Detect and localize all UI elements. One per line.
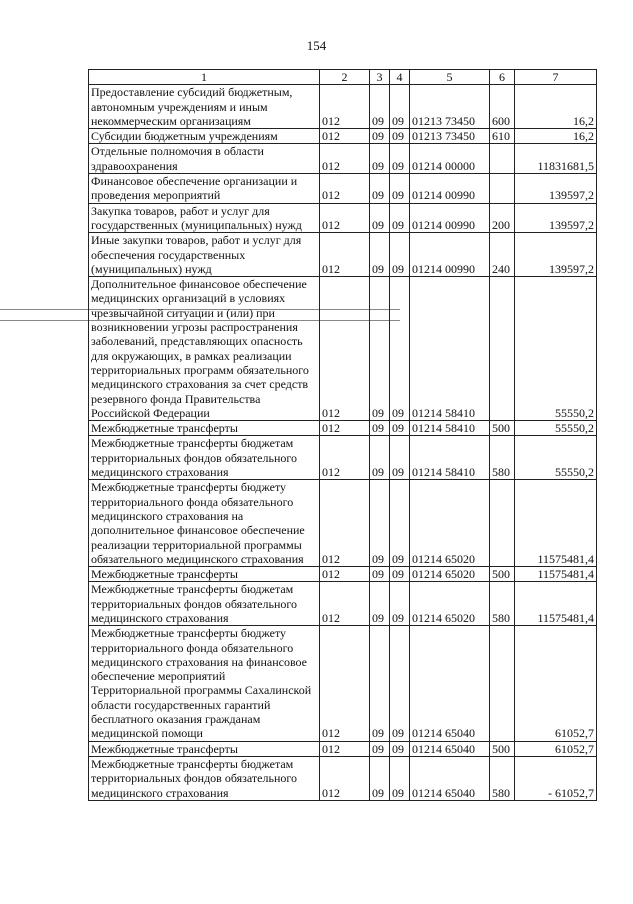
cell-c4: 09 [390,626,410,741]
header-cell: 6 [490,70,515,85]
table-row [89,421,597,436]
row-description: Предоставление субсидий бюджетным, автономным учреждениям и иным некоммерческим организациям [89,85,320,129]
header-cell: 4 [390,70,410,85]
cell-c7: 55550,2 [515,421,597,436]
cell-c6: 610 [490,129,515,144]
row-description: Межбюджетные трансферты бюджетам территориальных фондов обязательного медицинского страхования [89,582,320,626]
cell-c2: 012 [320,129,370,144]
cell-c2: 012 [320,203,370,233]
row-description: Отдельные полномочия в области здравоохранения [89,144,320,174]
table-row [89,85,597,129]
cell-c5: 01214 65040 [410,626,490,741]
table-row [89,626,597,741]
table-row [89,436,597,480]
cell-c6: 600 [490,85,515,129]
row-description: Межбюджетные трансферты бюджетам территориальных фондов обязательного медицинского страхования [89,436,320,480]
header-cell: 5 [410,70,490,85]
cell-c7: 139597,2 [515,233,597,277]
header-cell: 7 [515,70,597,85]
header-cell: 3 [370,70,390,85]
row-description: Межбюджетные трансферты [89,421,320,436]
cell-c3: 09 [370,421,390,436]
cell-c6: 580 [490,582,515,626]
cell-c2: 012 [320,756,370,800]
cell-c2: 012 [320,174,370,204]
cell-c3: 09 [370,174,390,204]
cell-c3: 09 [370,233,390,277]
cell-c7: 61052,7 [515,741,597,756]
cell-c5: 01214 65040 [410,741,490,756]
cell-c2: 012 [320,277,370,421]
table-row [89,567,597,582]
cell-c4: 09 [390,567,410,582]
cell-c6 [490,174,515,204]
cell-c2: 012 [320,144,370,174]
row-description: Межбюджетные трансферты бюджету территориального фонда обязательного медицинского страхования на финансовое обеспечение мероприятий Территориальной программы Сахалинской области государственных гарантий бесплатного оказания гражданам медицинской помощи [89,626,320,741]
header-row [89,70,597,85]
cell-c3: 09 [370,436,390,480]
cell-c7: 55550,2 [515,277,597,421]
cell-c2: 012 [320,480,370,567]
table-row [89,233,597,277]
row-description: Субсидии бюджетным учреждениям [89,129,320,144]
cell-c4: 09 [390,233,410,277]
cell-c2: 012 [320,233,370,277]
cell-c6 [490,144,515,174]
cell-c4: 09 [390,741,410,756]
cell-c5: 01214 00000 [410,144,490,174]
row-description: Финансовое обеспечение организации и проведения мероприятий [89,174,320,204]
row-description: Межбюджетные трансферты бюджетам территориальных фондов обязательного медицинского страхования [89,756,320,800]
cell-c6 [490,626,515,741]
cell-c7: 139597,2 [515,203,597,233]
cell-c3: 09 [370,626,390,741]
cell-c5: 01214 65020 [410,480,490,567]
row-description: Дополнительное финансовое обеспечение медицинских организаций в условиях чрезвычайной ситуации и (или) при возникновении угрозы распространения заболеваний, представляющих опасность для окружающих, в рамках реализации территориальных программ обязательного медицинского страхования за счет средств резервного фонда Правительства Российской Федерации [89,277,320,421]
table-row [89,756,597,800]
cell-c3: 09 [370,85,390,129]
table-row [89,174,597,204]
table-row [89,741,597,756]
cell-c7: 11575481,4 [515,480,597,567]
cell-c6: 500 [490,567,515,582]
cell-c6: 580 [490,756,515,800]
cell-c5: 01214 65020 [410,582,490,626]
cell-c6: 240 [490,233,515,277]
cell-c7: 11575481,4 [515,567,597,582]
cell-c2: 012 [320,567,370,582]
cell-c3: 09 [370,582,390,626]
cell-c5: 01214 00990 [410,174,490,204]
cell-c5: 01214 58410 [410,436,490,480]
cell-c3: 09 [370,567,390,582]
cell-c3: 09 [370,129,390,144]
cell-c3: 09 [370,277,390,421]
cell-c5: 01214 00990 [410,233,490,277]
row-description: Межбюджетные трансферты бюджету территориального фонда обязательного медицинского страхования на дополнительное финансовое обеспечение реализации территориальной программы обязательного медицинского страхования [89,480,320,567]
header-cell: 2 [320,70,370,85]
cell-c6: 500 [490,741,515,756]
cell-c5: 01213 73450 [410,129,490,144]
table-row [89,582,597,626]
cell-c3: 09 [370,756,390,800]
cell-c5: 01214 58410 [410,277,490,421]
cell-c7: 139597,2 [515,174,597,204]
cell-c7: - 61052,7 [515,756,597,800]
cell-c2: 012 [320,436,370,480]
cell-c6: 580 [490,436,515,480]
row-description: Межбюджетные трансферты [89,741,320,756]
cell-c4: 09 [390,582,410,626]
table-row [89,203,597,233]
cell-c7: 11575481,4 [515,582,597,626]
cell-c2: 012 [320,421,370,436]
cell-c7: 55550,2 [515,436,597,480]
cell-c4: 09 [390,421,410,436]
cell-c4: 09 [390,144,410,174]
cell-c5: 01213 73450 [410,85,490,129]
cell-c6 [490,277,515,421]
cell-c4: 09 [390,174,410,204]
cell-c4: 09 [390,129,410,144]
cell-c5: 01214 58410 [410,421,490,436]
cell-c3: 09 [370,741,390,756]
cell-c3: 09 [370,144,390,174]
cell-c6: 200 [490,203,515,233]
cell-c2: 012 [320,741,370,756]
table-row [89,129,597,144]
cell-c6: 500 [490,421,515,436]
cell-c5: 01214 00990 [410,203,490,233]
cell-c4: 09 [390,756,410,800]
cell-c7: 16,2 [515,129,597,144]
row-description: Межбюджетные трансферты [89,567,320,582]
table-row [89,144,597,174]
table-row [89,480,597,567]
cell-c4: 09 [390,436,410,480]
row-description: Иные закупки товаров, работ и услуг для обеспечения государственных (муниципальных) нужд [89,233,320,277]
cell-c4: 09 [390,277,410,421]
row-description: Закупка товаров, работ и услуг для государственных (муниципальных) нужд [89,203,320,233]
cell-c6 [490,480,515,567]
cell-c4: 09 [390,85,410,129]
cell-c5: 01214 65040 [410,756,490,800]
cell-c3: 09 [370,480,390,567]
header-cell: 1 [89,70,320,85]
cell-c3: 09 [370,203,390,233]
cell-c5: 01214 65020 [410,567,490,582]
page-number: 154 [306,38,327,53]
table-row [89,277,597,421]
cell-c2: 012 [320,85,370,129]
cell-c7: 11831681,5 [515,144,597,174]
budget-table [88,69,597,801]
cell-c4: 09 [390,480,410,567]
cell-c7: 16,2 [515,85,597,129]
cell-c7: 61052,7 [515,626,597,741]
cell-c2: 012 [320,582,370,626]
cell-c4: 09 [390,203,410,233]
cell-c2: 012 [320,626,370,741]
